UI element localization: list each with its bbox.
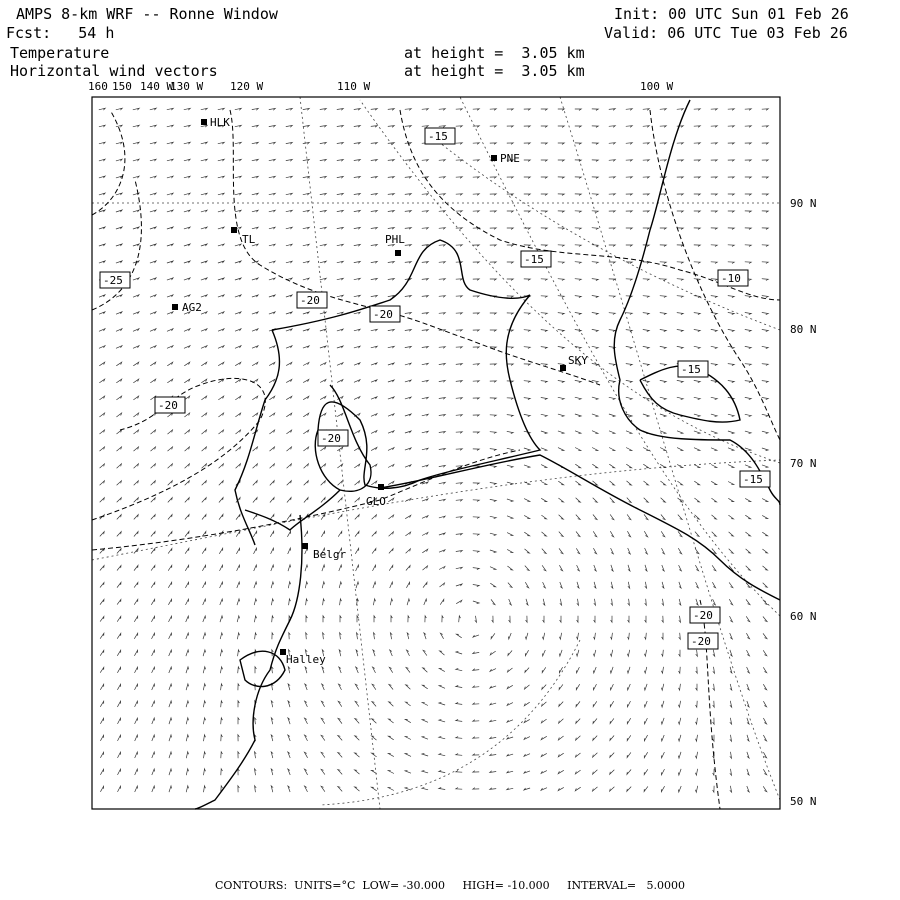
contour-info-footer: CONTOURS: UNITS=°C LOW= -30.000 HIGH= -10.000 INTERVAL= 5.0000 <box>214 879 686 892</box>
contour-minus-20-south <box>700 600 720 809</box>
station-label: TL <box>242 233 256 246</box>
contour-value-label <box>100 272 130 288</box>
longitude-label: 160 <box>88 80 108 93</box>
contour-value-label <box>688 633 718 649</box>
station-marker <box>395 250 401 256</box>
station-label: PHL <box>385 233 405 246</box>
contour-value-label <box>297 292 327 308</box>
lat-lon-grid <box>92 97 780 809</box>
station-label: Halley <box>286 653 326 666</box>
station-marker <box>491 155 497 161</box>
contour-label-text: -20 <box>300 294 320 307</box>
latitude-label: 70 N <box>790 457 817 470</box>
map-frame <box>92 97 780 809</box>
latitude-label: 60 N <box>790 610 817 623</box>
map-title: AMPS 8-km WRF -- Ronne Window <box>16 5 278 23</box>
latitude-label: 90 N <box>790 197 817 210</box>
longitude-label: 110 W <box>337 80 371 93</box>
latitude-label: 50 N <box>790 795 817 808</box>
field-wind-vectors: Horizontal wind vectors <box>10 62 218 80</box>
contour-label-text: -10 <box>721 272 741 285</box>
wind-vectors <box>99 108 768 792</box>
contour-value-label <box>740 471 770 487</box>
station-label: Belgr <box>313 548 347 561</box>
coastline-weddell-south <box>380 455 780 600</box>
coastline-east-ridge <box>614 100 780 505</box>
contour-label-text: -15 <box>524 253 544 266</box>
station-label: SKY <box>568 354 588 367</box>
grid-line-70n <box>360 100 780 463</box>
valid-time: Valid: 06 UTC Tue 03 Feb 26 <box>604 24 848 42</box>
forecast-hour: Fcst: 54 h <box>6 24 115 42</box>
station-label: GLO <box>366 495 386 508</box>
station-marker <box>560 365 566 371</box>
height-label-2: at height = 3.05 km <box>404 62 585 80</box>
contour-value-label <box>678 361 708 377</box>
contour-label-text: -15 <box>681 363 701 376</box>
station-marker <box>302 543 308 549</box>
station-label: AG2 <box>182 301 202 314</box>
coastline <box>195 100 780 809</box>
longitude-label: 150 <box>112 80 132 93</box>
contour-value-label <box>370 306 400 322</box>
contour-label-text: -15 <box>743 473 763 486</box>
contour-label-text: -25 <box>103 274 123 287</box>
contour-label-text: -15 <box>428 130 448 143</box>
contour-label-text: -20 <box>693 609 713 622</box>
contour-value-label <box>690 607 720 623</box>
contour-value-label <box>318 430 348 446</box>
station-marker <box>201 119 207 125</box>
grid-line-60n <box>460 97 780 616</box>
longitude-label: 140 W <box>140 80 174 93</box>
grid-line-80n <box>430 135 780 330</box>
contour-minus-20-north <box>230 110 600 385</box>
longitude-label: 100 W <box>640 80 674 93</box>
longitude-label: 120 W <box>230 80 264 93</box>
contour-label-text: -20 <box>373 308 393 321</box>
station-marker <box>231 227 237 233</box>
temperature-contours <box>92 110 780 809</box>
field-temperature: Temperature <box>10 44 110 62</box>
map-labels <box>88 80 817 808</box>
contour-value-label <box>521 251 551 267</box>
station-label: PNE <box>500 152 520 165</box>
contour-value-label <box>718 270 748 286</box>
contour-value-label <box>155 397 185 413</box>
contour-label-text: -20 <box>158 399 178 412</box>
height-label-1: at height = 3.05 km <box>404 44 585 62</box>
latitude-label: 80 N <box>790 323 817 336</box>
station-marker <box>172 304 178 310</box>
longitude-label: 130 W <box>170 80 204 93</box>
contour-label-text: -20 <box>321 432 341 445</box>
contour-value-label <box>425 128 455 144</box>
station-marker <box>378 484 384 490</box>
contour-minus-10-east <box>650 110 780 440</box>
grid-line-circle-a <box>320 640 580 805</box>
station-label: HLK <box>210 116 230 129</box>
init-time: Init: 00 UTC Sun 01 Feb 26 <box>614 5 849 23</box>
wind-vector-field <box>99 108 768 792</box>
contour-label-text: -20 <box>691 635 711 648</box>
